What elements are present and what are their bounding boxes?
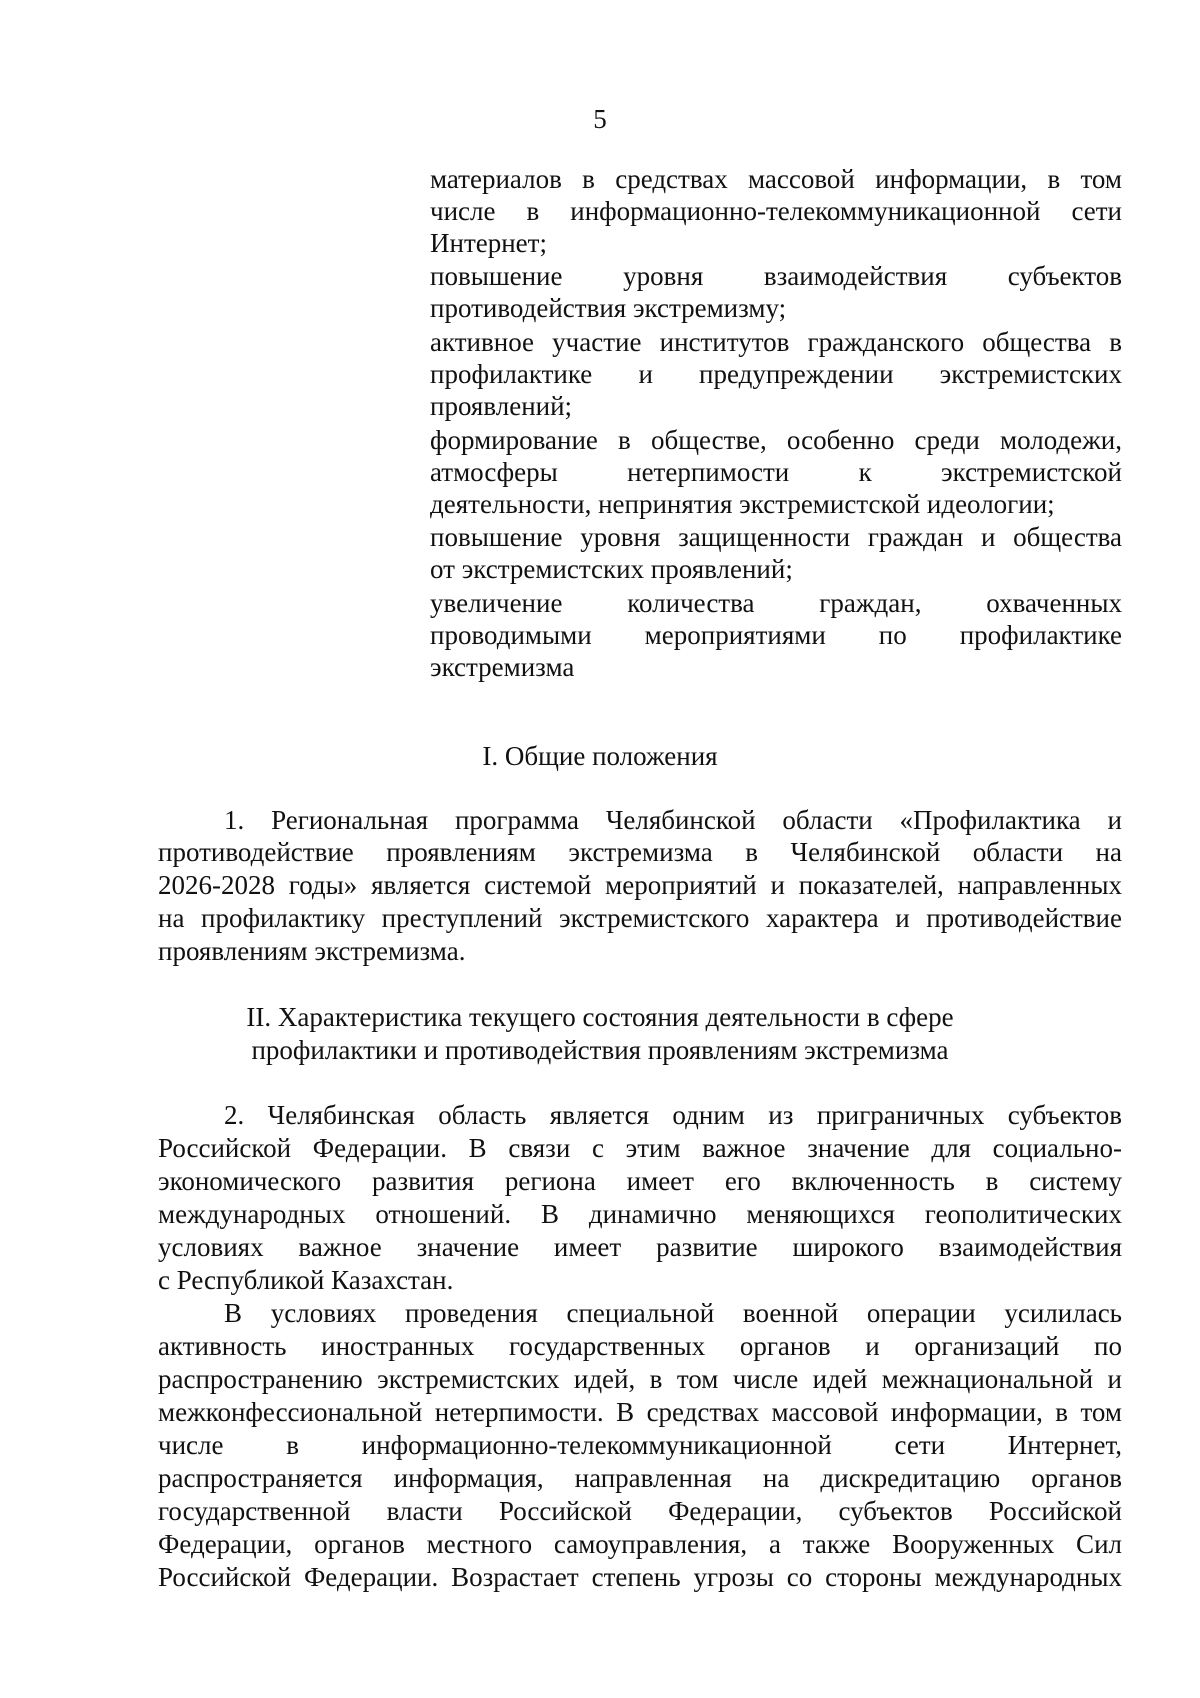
goals-line: от экстремистских проявлений; [430,554,793,584]
goals-line: активное участие институтов гражданского общества в [430,327,1122,357]
goals-line: формирование в обществе, особенно среди молодежи, [430,425,1122,455]
paragraph-line: Федерации, органов местного самоуправления, а также Вооруженных Сил [158,1529,1122,1559]
paragraph-line: государственной власти Российской Федерации, субъектов Российской [158,1496,1122,1526]
paragraph-line: экономического развития региона имеет его включенность в систему [158,1166,1122,1196]
paragraph-line: условиях важное значение имеет развитие широкого взаимодействия [158,1232,1122,1262]
goals-line: повышение уровня взаимодействия субъектов [430,261,1122,291]
goals-line: проводимыми мероприятиями по профилактике [430,620,1122,650]
section-heading-characteristics: профилактики и противодействия проявлениям экстремизма [251,1035,949,1065]
goals-line: деятельности, непринятия экстремистской идеологии; [430,489,1055,519]
paragraph-line: международных отношений. В динамично меняющихся геополитических [158,1199,1122,1229]
paragraph-line: распространяется информация, направленная на дискредитацию органов [158,1463,1122,1493]
paragraph-line: 2026-2028 годы» является системой мероприятий и показателей, направленных [158,870,1122,900]
goals-line: профилактике и предупреждении экстремистских [430,359,1122,389]
goals-line: Интернет; [430,228,547,258]
paragraph-line: межконфессиональной нетерпимости. В средствах массовой информации, в том [158,1397,1122,1427]
paragraph-line: 2. Челябинская область является одним из приграничных субъектов [224,1100,1122,1130]
goals-line: противодействия экстремизму; [430,293,787,323]
page-number: 5 [593,104,607,134]
goals-line: материалов в средствах массовой информации, в том [430,164,1122,194]
paragraph-line: Российской Федерации. Возрастает степень угрозы со стороны международных [158,1562,1122,1592]
goals-line: атмосферы нетерпимости к экстремистской [430,457,1122,487]
goals-line: проявлений; [430,391,573,421]
paragraph-line: распространению экстремистских идей, в том числе идей межнациональной и [158,1364,1122,1394]
section-heading-characteristics: II. Характеристика текущего состояния деятельности в сфере [246,1002,954,1032]
paragraph-line: проявлениям экстремизма. [158,936,466,966]
paragraph-line: числе в информационно-телекоммуникационной сети Интернет, [158,1430,1122,1460]
paragraph-line: В условиях проведения специальной военной операции усилилась [224,1298,1122,1328]
paragraph-line: 1. Региональная программа Челябинской области «Профилактика и [224,805,1122,835]
goals-line: экстремизма [430,652,575,682]
goals-line: повышение уровня защищенности граждан и общества [430,522,1122,552]
paragraph-line: активность иностранных государственных органов и организаций по [158,1331,1122,1361]
paragraph-line: на профилактику преступлений экстремистского характера и противодействие [158,903,1122,933]
paragraph-line: Российской Федерации. В связи с этим важное значение для социально- [158,1133,1122,1163]
goals-line: числе в информационно-телекоммуникационной сети [430,196,1122,226]
goals-line: увеличение количества граждан, охваченных [430,588,1122,618]
section-heading-general: I. Общие положения [482,741,718,771]
paragraph-line: с Республикой Казахстан. [158,1265,454,1295]
paragraph-line: противодействие проявлениям экстремизма в Челябинской области на [158,837,1122,867]
